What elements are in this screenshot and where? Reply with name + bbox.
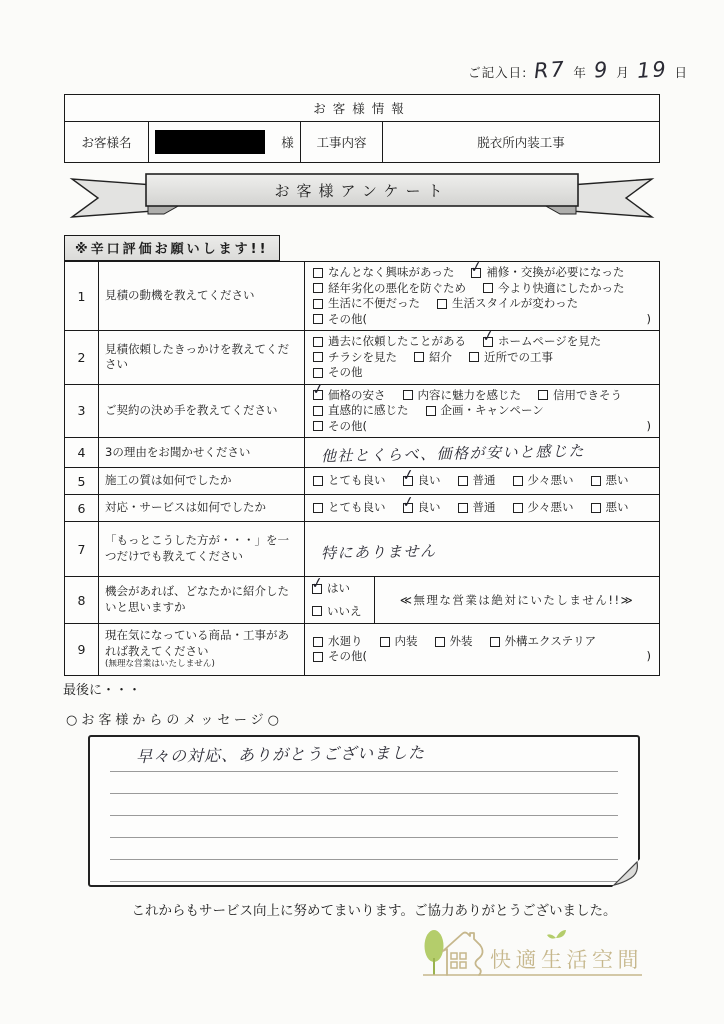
checkbox-icon (313, 337, 323, 347)
row-answer-area (305, 577, 659, 623)
row-question-cell (99, 522, 305, 576)
customer-message-box (88, 735, 640, 887)
checkbox-icon (458, 476, 468, 486)
option-label: チラシを見た (328, 349, 397, 364)
row-number: 4 (65, 438, 99, 467)
checkbox-icon (313, 406, 323, 416)
checkbox-icon (313, 421, 323, 431)
survey-option (313, 350, 397, 366)
option-line (313, 350, 651, 366)
entry-date-line (0, 0, 724, 82)
survey-option (313, 473, 386, 489)
row-number: 3 (65, 385, 99, 438)
survey-option (414, 350, 452, 366)
entry-date-month: 9 (593, 57, 611, 83)
survey-table-rows (64, 261, 660, 676)
survey-option (538, 388, 622, 404)
option-label: 企画・キャンペーン (440, 403, 544, 417)
survey-row (65, 262, 659, 330)
work-type-label: 工事内容 (301, 122, 383, 162)
option-line (313, 649, 651, 665)
customer-info-row (65, 122, 659, 162)
option-label: 直感的に感じた (328, 403, 409, 417)
paren-close: ) (646, 311, 651, 326)
checkbox-icon (313, 637, 323, 647)
survey-option (313, 365, 363, 381)
option-label: とても良い (328, 500, 386, 515)
survey-option (313, 312, 367, 328)
ruled-line (110, 816, 618, 838)
option-label: とても良い (328, 473, 386, 488)
survey-option (313, 649, 367, 665)
question-text: 見積の動機を教えてください (105, 288, 255, 303)
question-text: ご契約の決め手を教えてください (105, 402, 278, 417)
survey-row (65, 521, 659, 576)
option-line (313, 296, 651, 312)
row-number: 5 (65, 468, 99, 494)
row-question-cell (99, 262, 305, 330)
survey-option (483, 281, 625, 297)
option-label: その他( (328, 311, 367, 326)
redacted-name-block (155, 130, 265, 154)
option-label: 今より快適にしたかった (498, 280, 625, 295)
checkbox-icon (435, 637, 445, 647)
checkbox-icon (313, 268, 323, 278)
option-label: 少々悪い (527, 500, 574, 515)
option-line (313, 365, 651, 381)
checkbox-icon (313, 476, 323, 486)
ruled-line (110, 860, 618, 882)
customer-info-table (64, 94, 660, 163)
checkbox-icon (403, 390, 413, 400)
question-text: 「もっとこうした方が・・・」を一つだけでも教えてください (105, 533, 289, 563)
note-text: ≪無理な営業は絶対にいたしません!!≫ (399, 593, 635, 607)
row-answer-area (305, 522, 659, 576)
option-line (313, 500, 651, 516)
handwritten-answer: 他社とくらべ、価格が安いと感じた (320, 441, 586, 466)
row-number: 7 (65, 522, 99, 576)
survey-option (469, 350, 553, 366)
checkbox-icon (426, 406, 436, 416)
option-label: 外構エクステリア (504, 633, 597, 648)
survey-option (313, 296, 420, 312)
question-small-note: (無理な営業はいたしません) (105, 659, 215, 670)
option-label: 補修・交換が必要になった (486, 265, 625, 279)
survey-option (403, 500, 441, 516)
survey-option (591, 473, 629, 489)
option-line (313, 388, 651, 404)
row-number: 8 (65, 577, 99, 623)
survey-option (458, 500, 496, 516)
entry-date-day: 19 (635, 56, 669, 84)
survey-option (437, 296, 578, 312)
survey-option (313, 334, 466, 350)
checkbox-icon (313, 283, 323, 293)
survey-option (483, 334, 601, 350)
survey-option (313, 634, 363, 650)
entry-date-label: ご記入日: (468, 65, 528, 80)
option-line (313, 473, 651, 489)
option-label: 近所での工事 (484, 349, 553, 364)
option-label: 良い (417, 473, 441, 488)
ruled-line (110, 838, 618, 860)
handwritten-answer: 特にありません (320, 541, 437, 562)
row-answer-area (305, 331, 659, 384)
survey-option (313, 281, 466, 297)
row-number: 9 (65, 624, 99, 675)
option-label: なんとなく興味があった (328, 265, 455, 279)
option-line (313, 634, 651, 650)
question-text: 現在気になっている商品・工事があれば教えてください (105, 628, 289, 658)
question-text: 機会があれば、どなたかに紹介したいと思いますか (105, 584, 289, 614)
row-answer-area (305, 385, 659, 438)
checkbox-icon (414, 352, 424, 362)
survey-option (312, 581, 350, 597)
checkbox-icon (483, 283, 493, 293)
row-question-cell (99, 468, 305, 494)
row-question-cell (99, 385, 305, 438)
survey-row (65, 576, 659, 623)
option-label: その他( (328, 418, 367, 433)
option-label: 価格の安さ (328, 387, 386, 402)
survey-banner (64, 171, 660, 223)
no-pressure-note (375, 577, 659, 623)
survey-option (380, 634, 418, 650)
survey-option (313, 388, 386, 404)
checkbox-icon (469, 352, 479, 362)
survey-option (490, 634, 597, 650)
day-unit: 日 (674, 65, 688, 80)
row-answer-area (305, 495, 659, 521)
option-line (312, 604, 367, 620)
question-text: 見積依頼したきっかけを教えてください (105, 341, 289, 372)
survey-option (435, 634, 473, 650)
checkbox-icon (538, 390, 548, 400)
option-label: 過去に依頼したことがある (328, 334, 466, 348)
survey-option (313, 500, 386, 516)
option-line (312, 581, 367, 597)
survey-row (65, 384, 659, 438)
survey-option (471, 265, 624, 281)
checkbox-icon (313, 652, 323, 662)
survey-row (65, 467, 659, 494)
option-label: 普通 (472, 500, 496, 515)
question-text: 施工の質は如何でしたか (105, 473, 232, 488)
survey-row (65, 437, 659, 467)
survey-section (64, 235, 660, 676)
checkbox-icon (458, 503, 468, 513)
option-line (313, 419, 651, 435)
survey-option (313, 265, 454, 281)
question-text: 対応・サービスは如何でしたか (105, 500, 266, 515)
option-line (313, 281, 651, 297)
option-label: 信用できそう (553, 387, 622, 402)
customer-name-cell (149, 122, 301, 162)
survey-row (65, 623, 659, 675)
option-label: 生活に不便だった (328, 296, 420, 310)
option-label: 普通 (472, 473, 496, 488)
row-question-cell (99, 331, 305, 384)
option-label: 良い (417, 500, 441, 515)
row-number: 2 (65, 331, 99, 384)
checkbox-checked-icon (471, 268, 481, 278)
option-label: 外装 (449, 633, 473, 648)
paren-close: ) (646, 418, 651, 433)
option-line (313, 312, 651, 328)
row-question-cell (99, 495, 305, 521)
survey-option (426, 403, 544, 419)
option-label: いいえ (327, 603, 362, 618)
checkbox-icon (313, 299, 323, 309)
row-question-cell (99, 438, 305, 467)
checkbox-icon (312, 606, 322, 616)
survey-banner-title: お客様アンケート (274, 182, 450, 200)
paren-close: ) (646, 649, 651, 664)
option-label: ホームページを見た (498, 334, 602, 348)
checkbox-icon (313, 314, 323, 324)
year-unit: 年 (573, 65, 587, 80)
row-question-cell (99, 577, 305, 623)
checkbox-icon (313, 503, 323, 513)
question-text: 3の理由をお聞かせください (105, 444, 251, 459)
row-number: 1 (65, 262, 99, 330)
company-logo (0, 925, 646, 989)
ruled-line (110, 794, 618, 816)
option-label: 紹介 (429, 349, 452, 364)
option-label: 水廻り (328, 633, 363, 648)
survey-header-note: ※辛口評価お願いします!! (64, 235, 280, 261)
entry-date-year: R7 (533, 56, 568, 84)
footer-thanks-text: これからもサービス向上に努めてまいります。ご協力ありがとうございました。 (131, 902, 617, 919)
company-logo-icon (420, 925, 646, 989)
lastly-text: 最後に・・・ (63, 682, 142, 698)
survey-option (403, 388, 522, 404)
checkbox-checked-icon (483, 337, 493, 347)
checkbox-icon (591, 503, 601, 513)
customer-name-label: お客様名 (65, 122, 149, 162)
checkbox-checked-icon (403, 476, 413, 486)
option-label: 内装 (394, 633, 418, 648)
checkbox-icon (380, 637, 390, 647)
survey-option (591, 500, 629, 516)
checkbox-icon (513, 503, 523, 513)
option-label: 経年劣化の悪化を防ぐため (328, 280, 466, 295)
survey-option (403, 473, 441, 489)
option-label: 内容に魅力を感じた (417, 387, 521, 402)
row-answer-area (305, 438, 659, 467)
survey-option (313, 419, 367, 435)
checkbox-icon (591, 476, 601, 486)
checkbox-checked-icon (403, 503, 413, 513)
survey-option (313, 403, 409, 419)
option-label: 生活スタイルが変わった (452, 296, 579, 310)
checkbox-checked-icon (312, 584, 322, 594)
page-fold-icon (611, 858, 641, 888)
yes-no-options (305, 577, 375, 623)
row-answer-area (305, 624, 659, 675)
customer-message-title: ○お客様からのメッセージ○ (66, 712, 283, 728)
checkbox-icon (437, 299, 447, 309)
option-label: その他( (328, 649, 367, 664)
work-type-value: 脱衣所内装工事 (477, 135, 565, 150)
handwritten-message: 早々の対応、ありがとうございました (135, 742, 426, 766)
checkbox-icon (513, 476, 523, 486)
survey-row (65, 330, 659, 384)
customer-info-title: お客様情報 (65, 95, 659, 122)
option-label: その他 (328, 365, 363, 379)
checkbox-checked-icon (313, 390, 323, 400)
option-label: 少々悪い (527, 473, 574, 488)
ruled-line (110, 772, 618, 794)
survey-row (65, 494, 659, 521)
row-question-cell (99, 624, 305, 675)
month-unit: 月 (616, 65, 630, 80)
option-line (313, 403, 651, 419)
survey-option (513, 473, 574, 489)
option-label: 悪い (605, 500, 629, 515)
option-line (313, 334, 651, 350)
survey-option (312, 604, 362, 620)
option-line (313, 265, 651, 281)
checkbox-icon (313, 352, 323, 362)
row-answer-area (305, 262, 659, 330)
survey-option (513, 500, 574, 516)
checkbox-icon (313, 368, 323, 378)
row-answer-area (305, 468, 659, 494)
option-label: 悪い (605, 473, 629, 488)
logo-text: 快適生活空間 (490, 947, 643, 972)
name-honorific: 様 (281, 135, 294, 150)
survey-option (458, 473, 496, 489)
option-label: はい (327, 581, 350, 595)
checkbox-icon (490, 637, 500, 647)
row-number: 6 (65, 495, 99, 521)
